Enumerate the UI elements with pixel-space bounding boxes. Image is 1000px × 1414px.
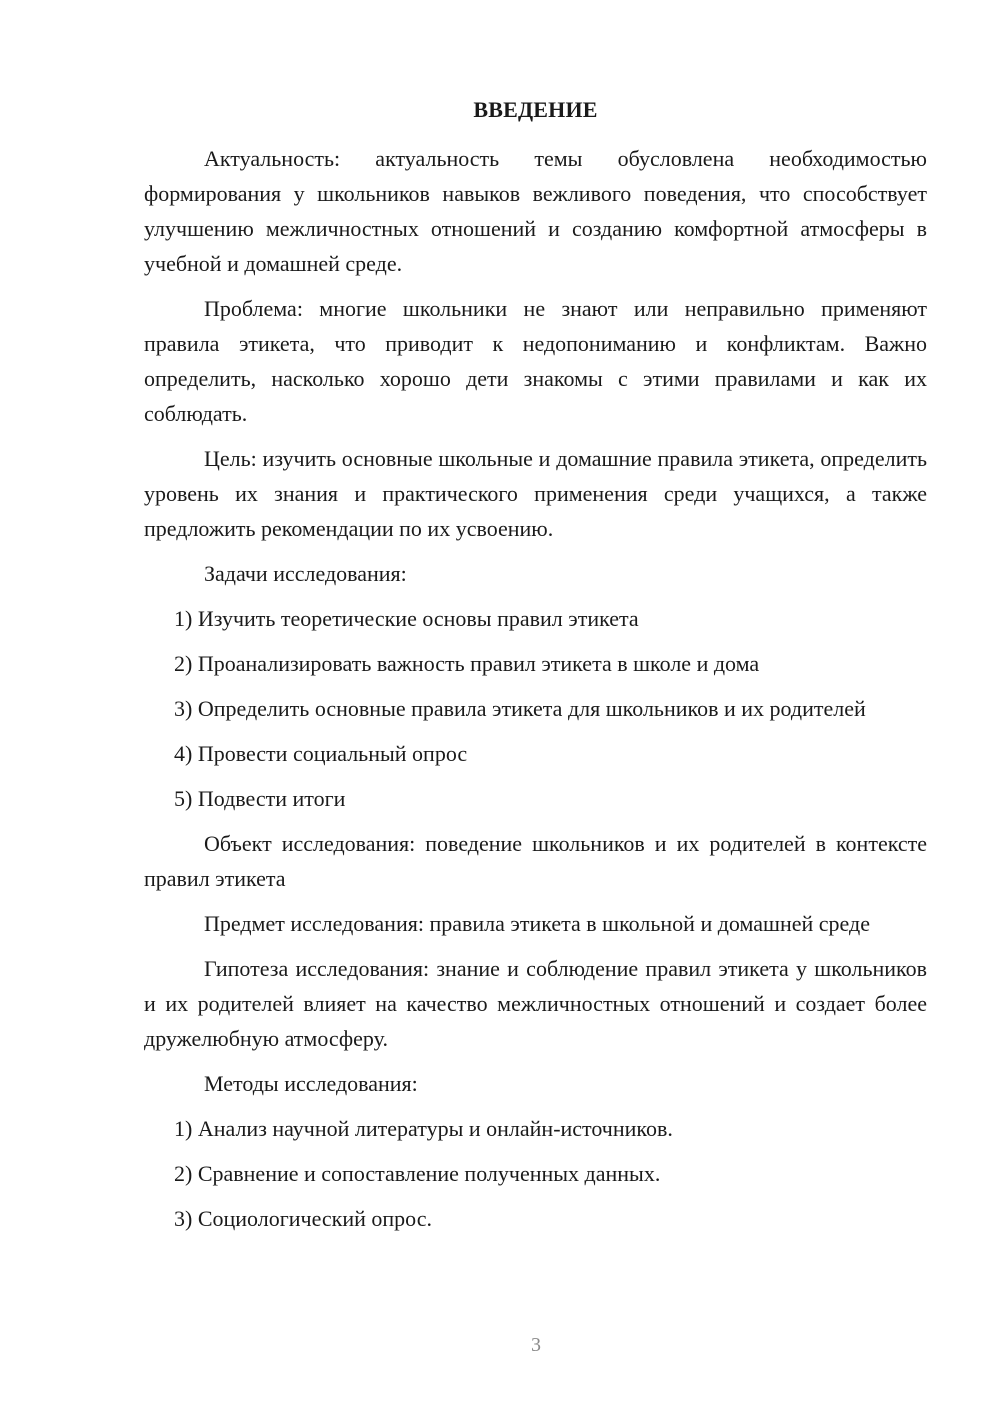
task-item: 5) Подвести итоги xyxy=(174,786,346,811)
subject-paragraph: Предмет исследования: правила этикета в школьной и домашней среде xyxy=(204,911,870,936)
relevance-paragraph: Актуальность: актуальность темы обусловлена необходимостью формирования у школьников навыков вежливого поведения, что способствует улучшению межличностных отношений и созданию комфортной атмосферы в учебной и домашней среде. xyxy=(144,146,927,276)
object-paragraph: Объект исследования: поведение школьников и их родителей в контексте правил этикета xyxy=(144,831,927,891)
task-item: 1) Изучить теоретические основы правил этикета xyxy=(174,606,639,631)
methods-heading: Методы исследования: xyxy=(204,1071,418,1096)
tasks-heading: Задачи исследования: xyxy=(204,561,407,586)
method-item: 2) Сравнение и сопоставление полученных данных. xyxy=(174,1161,661,1186)
page-number: 3 xyxy=(531,1334,541,1356)
task-item: 3) Определить основные правила этикета для школьников и их родителей xyxy=(174,696,866,721)
hypothesis-paragraph: Гипотеза исследования: знание и соблюдение правил этикета у школьников и их родителей влияет на качество межличностных отношений и создает более дружелюбную атмосферу. xyxy=(144,956,927,1051)
method-item: 3) Социологический опрос. xyxy=(174,1206,432,1231)
task-item: 4) Провести социальный опрос xyxy=(174,741,468,766)
section-title: ВВЕДЕНИЕ xyxy=(473,97,598,122)
document-page xyxy=(144,96,927,1246)
task-item: 2) Проанализировать важность правил этикета в школе и дома xyxy=(174,651,760,676)
method-item: 1) Анализ научной литературы и онлайн-источников. xyxy=(174,1116,673,1141)
goal-paragraph: Цель: изучить основные школьные и домашние правила этикета, определить уровень их знания и практического применения среди учащихся, а также предложить рекомендации по их усвоению. xyxy=(144,446,927,541)
problem-paragraph: Проблема: многие школьники не знают или неправильно применяют правила этикета, что приводит к недопониманию и конфликтам. Важно определить, насколько хорошо дети знакомы с этими правилами и как их соблюдать. xyxy=(144,296,927,426)
